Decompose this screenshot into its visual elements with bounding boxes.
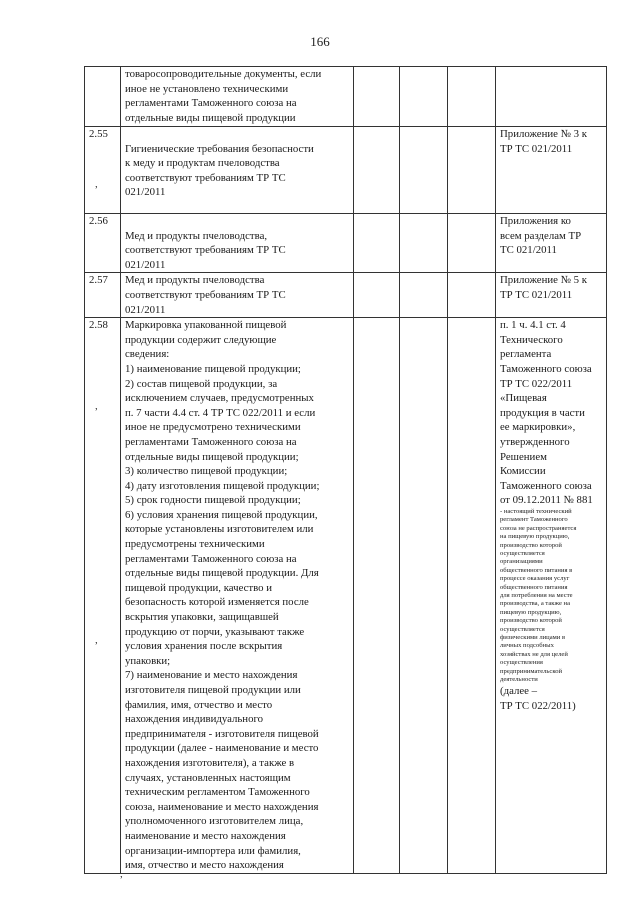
margin-mark: , (95, 634, 98, 646)
reference-cell: Приложение № 3 к ТР ТС 021/2011 (496, 127, 607, 214)
empty-cell (448, 67, 496, 127)
table-row (85, 273, 607, 318)
empty-cell (354, 67, 400, 127)
table-row (85, 214, 607, 273)
margin-mark: , (95, 178, 98, 190)
table-row (85, 318, 607, 874)
empty-cell (400, 273, 448, 318)
empty-cell (354, 127, 400, 214)
empty-cell (354, 318, 400, 874)
empty-cell (400, 67, 448, 127)
reference-footnote: - настоящий технический регламент Таможенного союза не распространяется на пищевую продукцию, производство которой осуществляется организациями общественного питания в процессе оказания услуг общественного питания для потребления на месте производства, а также на пищевую продукцию, производство которой осуществляется физическими лицами в личных подсобных хозяйствах не для целей осуществления предпринимательской деятельности (500, 507, 577, 683)
requirement-cell: Мед и продукты пчеловодства соответствуют требованиям ТР ТС 021/2011 (121, 273, 354, 318)
reference-cell (496, 67, 607, 127)
row-number: 2.56 (85, 214, 121, 273)
reference-main: п. 1 ч. 4.1 ст. 4 Технического регламента Таможенного союза ТР ТС 022/2011 «Пищевая продукция в части ее маркировки», утвержденного Решением Комиссии Таможенного союза от 09.12.2011 № 881 (500, 319, 593, 507)
table-row (85, 67, 607, 127)
empty-cell (400, 214, 448, 273)
empty-cell (448, 318, 496, 874)
reference-cell: Приложения ко всем разделам ТР ТС 021/2011 (496, 214, 607, 273)
requirement-cell: товаросопроводительные документы, если иное не установлено техническими регламентами Таможенного союза на отдельные виды пищевой продукции (121, 67, 354, 127)
reference-cell: Приложение № 5 к ТР ТС 021/2011 (496, 273, 607, 318)
reference-tail: (далее – ТР ТС 022/2011) (500, 685, 576, 712)
requirement-cell: Маркировка упакованной пищевой продукции содержит следующие сведения: 1) наименование пищевой продукции; 2) состав пищевой продукции, за исключением случаев, предусмотренных п. 7 части 4.4 ст. 4 ТР ТС 022/2011 и если иное не предусмотрено техническими регламентами Таможенного союза на отдельные виды пищевой продукции; 3) количество пищевой продукции; 4) дату изготовления пищевой продукции; 5) срок годности пищевой продукции; 6) условия хранения пищевой продукции, которые установлены изготовителем или предусмотрены техническими регламентами Таможенного союза на отдельные виды пищевой продукции. Для пищевой продукции, качество и безопасность которой изменяется после вскрытия упаковки, защищавшей продукцию от порчи, указывают также условия хранения после вскрытия упаковки; 7) наименование и место нахождения изготовителя пищевой продукции или фамилия, имя, отчество и место нахождения индивидуального предпринимателя - изготовителя пищевой продукции (далее - наименование и место нахождения изготовителя), а также в случаях, установленных настоящим техническим регламентом Таможенного союза, наименование и место нахождения уполномоченного изготовителем лица, наименование и место нахождения организации-импортера или фамилия, имя, отчество и место нахождения (121, 318, 354, 874)
table-row (85, 127, 607, 214)
empty-cell (354, 273, 400, 318)
empty-cell (448, 127, 496, 214)
page-number: 166 (310, 34, 330, 49)
row-number: 2.58 (85, 318, 121, 874)
row-number: 2.55 (85, 127, 121, 214)
empty-cell (354, 214, 400, 273)
margin-mark: , (120, 868, 123, 880)
requirement-cell: Мед и продукты пчеловодства, соответствуют требованиям ТР ТС 021/2011 (121, 214, 354, 273)
requirement-cell: Гигиенические требования безопасности к меду и продуктам пчеловодства соответствуют требованиям ТР ТС 021/2011 (121, 127, 354, 214)
margin-mark: , (95, 400, 98, 412)
row-number: 2.57 (85, 273, 121, 318)
requirements-table (84, 66, 607, 874)
empty-cell (448, 214, 496, 273)
empty-cell (448, 273, 496, 318)
empty-cell (400, 318, 448, 874)
reference-cell (496, 318, 607, 874)
row-number (85, 67, 121, 127)
empty-cell (400, 127, 448, 214)
